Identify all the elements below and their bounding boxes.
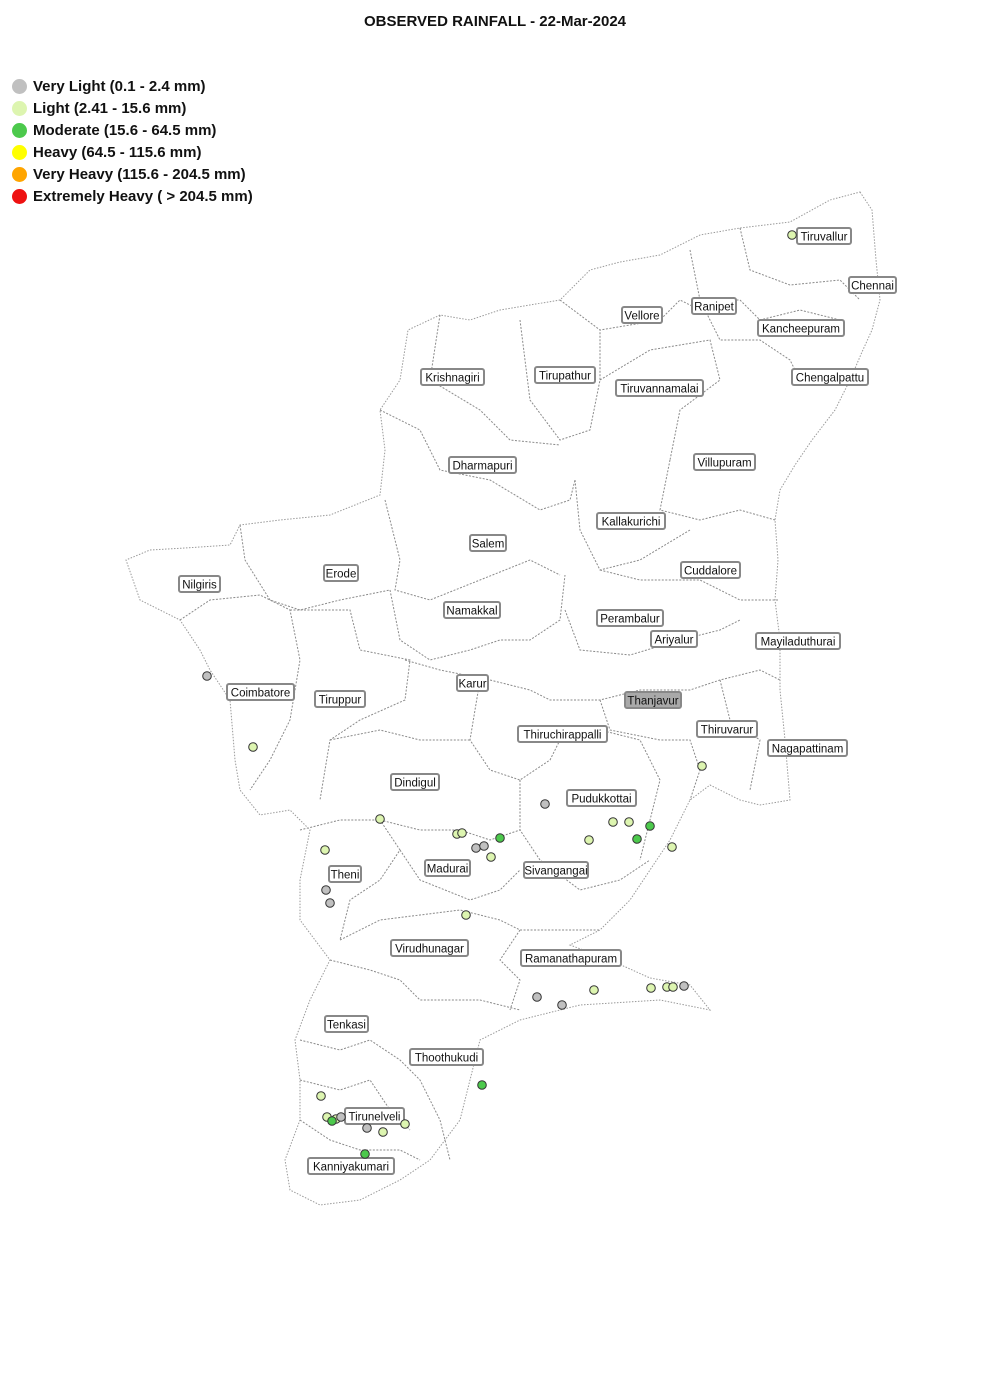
station-marker (379, 1128, 388, 1137)
district-label-sivangangai (524, 862, 588, 878)
svg-text:Tenkasi: Tenkasi (327, 1019, 366, 1032)
district-label-ranipet (692, 298, 736, 314)
svg-text:Perambalur: Perambalur (600, 613, 660, 626)
station-marker (478, 1081, 487, 1090)
station-marker (376, 815, 385, 824)
legend-label: Moderate (15.6 - 64.5 mm) (33, 121, 217, 139)
station-marker (337, 1113, 346, 1122)
district-label-tiruvannamalai (616, 380, 703, 396)
station-marker (317, 1092, 326, 1101)
legend-label: Extremely Heavy ( > 204.5 mm) (33, 187, 253, 205)
district-label-madurai (425, 860, 470, 876)
svg-text:Thanjavur: Thanjavur (627, 695, 679, 708)
district-label-chengalpattu (792, 369, 868, 385)
district-label-mayiladuthurai (756, 633, 840, 649)
district-label-perambalur (597, 610, 663, 626)
station-marker (647, 984, 656, 993)
svg-text:Virudhunagar: Virudhunagar (395, 943, 464, 956)
svg-text:Vellore: Vellore (624, 310, 660, 323)
district-label-chennai (849, 277, 896, 293)
station-marker (321, 846, 330, 855)
station-marker (328, 1117, 337, 1126)
svg-text:Kallakurichi: Kallakurichi (601, 516, 661, 529)
district-label-dindigul (391, 774, 439, 790)
legend-label: Very Light (0.1 - 2.4 mm) (33, 77, 206, 95)
station-marker (472, 844, 481, 853)
district-label-ariyalur (651, 631, 697, 647)
district-label-coimbatore (227, 684, 294, 700)
svg-text:Krishnagiri: Krishnagiri (425, 372, 480, 385)
district-label-krishnagiri (421, 369, 484, 385)
district-label-salem (470, 535, 506, 551)
district-labels (179, 228, 896, 1174)
legend-label: Very Heavy (115.6 - 204.5 mm) (33, 165, 246, 183)
district-label-ramanathapuram (521, 950, 621, 966)
district-label-theni (329, 866, 361, 882)
svg-text:Namakkal: Namakkal (446, 605, 498, 618)
station-marker (669, 983, 678, 992)
district-label-tirunelveli (345, 1108, 404, 1124)
svg-text:Villupuram: Villupuram (697, 457, 752, 470)
svg-text:Ramanathapuram: Ramanathapuram (524, 953, 618, 966)
svg-text:Sivangangai: Sivangangai (524, 865, 588, 878)
svg-text:Nilgiris: Nilgiris (182, 579, 217, 592)
svg-text:Tiruppur: Tiruppur (318, 694, 362, 707)
station-marker (249, 743, 258, 752)
district-label-thanjavur (625, 692, 681, 708)
svg-text:Kancheepuram: Kancheepuram (762, 323, 840, 336)
district-label-dharmapuri (449, 457, 516, 473)
svg-text:Dharmapuri: Dharmapuri (452, 460, 513, 473)
svg-text:Coimbatore: Coimbatore (230, 687, 291, 700)
district-label-villupuram (694, 454, 755, 470)
station-marker (558, 1001, 567, 1010)
svg-text:Madurai: Madurai (426, 863, 469, 876)
district-label-kancheepuram (758, 320, 844, 336)
district-label-cuddalore (681, 562, 740, 578)
district-label-thoothukudi (410, 1049, 483, 1065)
svg-text:Kanniyakumari: Kanniyakumari (312, 1161, 390, 1174)
svg-text:Ariyalur: Ariyalur (654, 634, 694, 647)
svg-text:Karur: Karur (458, 678, 487, 691)
legend-label: Light (2.41 - 15.6 mm) (33, 99, 187, 117)
station-marker (533, 993, 542, 1002)
station-marker (590, 986, 599, 995)
station-marker (541, 800, 550, 809)
district-label-tiruppur (315, 691, 365, 707)
station-marker (668, 843, 677, 852)
map-title: OBSERVED RAINFALL - 22-Mar-2024 (363, 13, 627, 30)
district-label-kallakurichi (597, 513, 665, 529)
svg-text:Tirunelveli: Tirunelveli (348, 1111, 401, 1124)
svg-text:Tiruvannamalai: Tiruvannamalai (620, 383, 699, 396)
station-marker (326, 899, 335, 908)
svg-text:Chengalpattu: Chengalpattu (795, 372, 865, 385)
district-label-nagapattinam (768, 740, 847, 756)
station-marker (633, 835, 642, 844)
svg-text:Mayiladuthurai: Mayiladuthurai (760, 636, 836, 649)
svg-text:Thoothukudi: Thoothukudi (414, 1052, 479, 1065)
district-label-thiruvarur (697, 721, 757, 737)
svg-text:Theni: Theni (330, 869, 360, 882)
district-label-nilgiris (179, 576, 220, 592)
svg-text:Erode: Erode (325, 568, 357, 581)
station-marker (480, 842, 489, 851)
district-label-tenkasi (325, 1016, 368, 1032)
station-marker (680, 982, 689, 991)
station-marker (788, 231, 797, 240)
svg-text:Tiruvallur: Tiruvallur (800, 231, 848, 244)
station-marker (462, 911, 471, 920)
district-label-virudhunagar (391, 940, 468, 956)
svg-text:Salem: Salem (471, 538, 505, 551)
station-marker (625, 818, 634, 827)
district-label-vellore (622, 307, 662, 323)
district-label-tirupathur (535, 367, 595, 383)
svg-text:Nagapattinam: Nagapattinam (771, 743, 844, 756)
station-marker (361, 1150, 370, 1159)
station-marker (487, 853, 496, 862)
station-marker (322, 886, 331, 895)
station-marker (496, 834, 505, 843)
svg-text:Dindigul: Dindigul (394, 777, 436, 790)
station-marker (609, 818, 618, 827)
svg-text:Pudukkottai: Pudukkottai (571, 793, 632, 806)
district-label-erode (324, 565, 358, 581)
svg-text:Thiruchirappalli: Thiruchirappalli (523, 729, 602, 742)
district-label-pudukkottai (567, 790, 636, 806)
station-marker (401, 1120, 410, 1129)
district-label-karur (457, 675, 488, 691)
district-label-tiruvallur (797, 228, 851, 244)
district-label-thiruchirappalli (518, 726, 607, 742)
station-marker (698, 762, 707, 771)
svg-text:Thiruvarur: Thiruvarur (700, 724, 754, 737)
station-marker (458, 829, 467, 838)
svg-text:Tirupathur: Tirupathur (539, 370, 591, 383)
svg-text:Chennai: Chennai (851, 280, 894, 293)
station-marker (585, 836, 594, 845)
station-marker (646, 822, 655, 831)
svg-text:Cuddalore: Cuddalore (683, 565, 738, 578)
svg-text:Ranipet: Ranipet (694, 301, 734, 314)
district-label-namakkal (444, 602, 500, 618)
station-marker (363, 1124, 372, 1133)
station-marker (203, 672, 212, 681)
legend-label: Heavy (64.5 - 115.6 mm) (33, 143, 202, 161)
district-label-kanniyakumari (308, 1158, 394, 1174)
